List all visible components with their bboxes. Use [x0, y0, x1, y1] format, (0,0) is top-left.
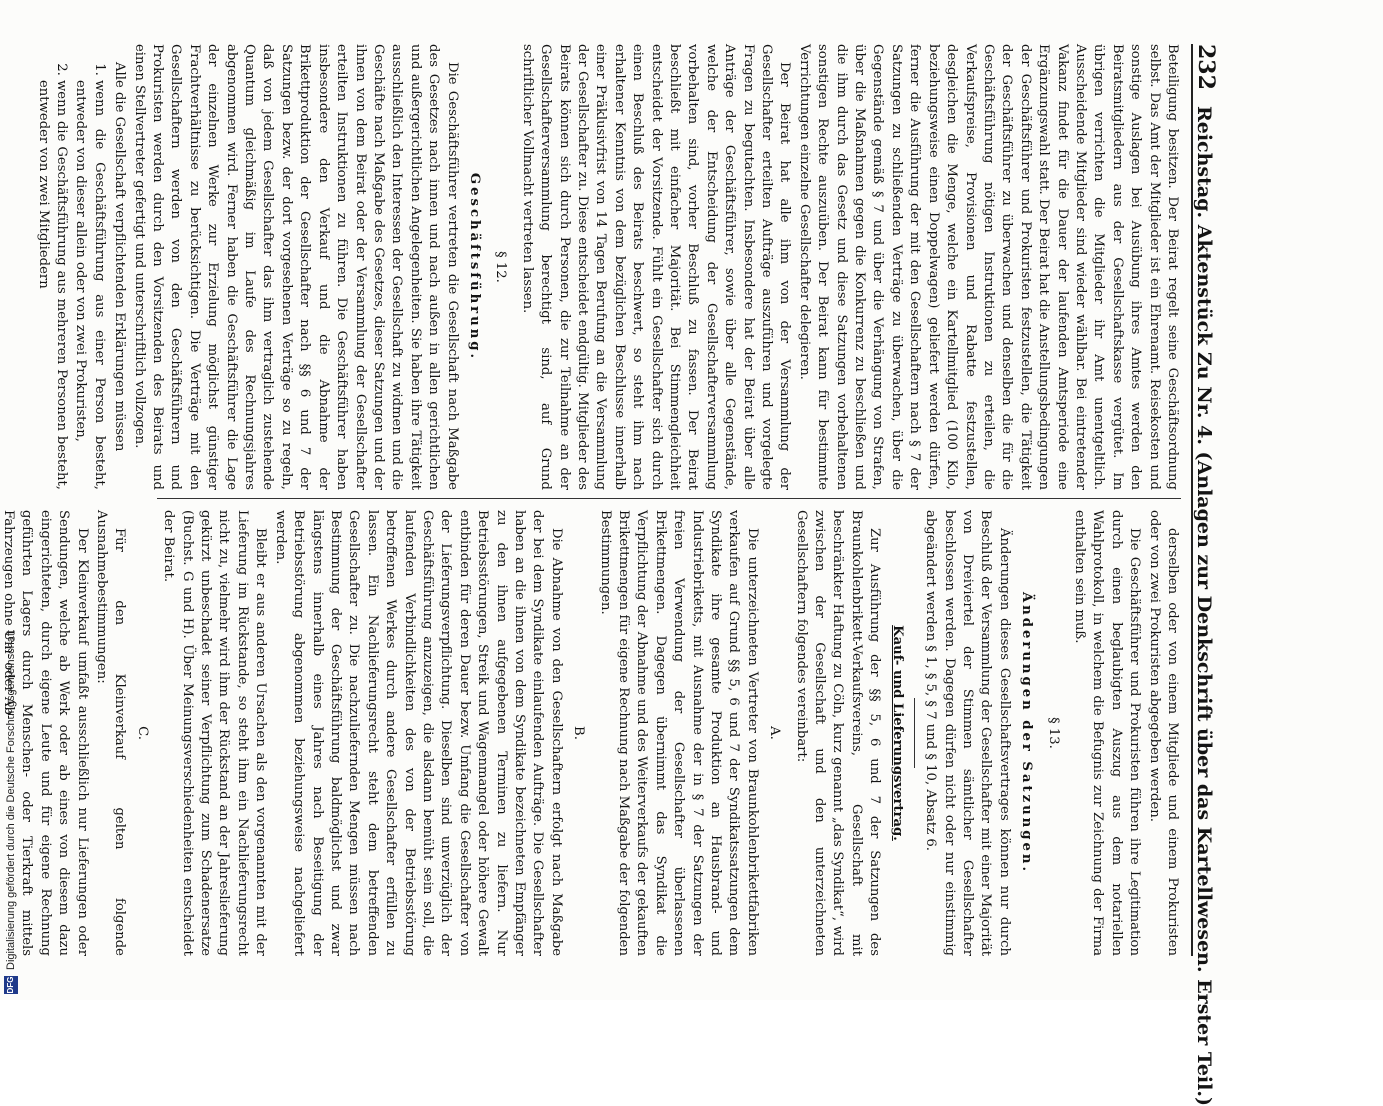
list-item: 2. wenn die Geschäftsführung aus mehreren Personen besteht, entweder von zwei Mitgliedern	[33, 80, 70, 490]
section-title: Änderungen der Satzungen.	[1018, 591, 1034, 875]
part-label: B.	[570, 726, 586, 740]
footer-text: Digitalisierung gefördert durch die Deutsche Forschungsgemeinschaft	[5, 630, 17, 970]
section-title: Geschäftsführung.	[466, 172, 482, 362]
list	[33, 80, 108, 490]
page-title: Reichstag. Aktenstück Zu Nr. 4. (Anlagen zur Denkschrift über das Kartellwesen. Erster Teil.)	[1192, 105, 1215, 1106]
paragraph: Alle die Gesellschaft verpflichtenden Erklärungen müssen	[111, 62, 127, 452]
paragraph: Die Geschäftsführer und Prokuristen führen ihre Legitimation durch einen beglaubigten Auszug aus dem notariellen Wahlprotokoll, in welchem die Befugnis zur Zeichnung der Firma enthalten sein muß.	[1071, 510, 1142, 956]
paragraph: Der Kleinverkauf umfaßt ausschließlich nur Lieferungen oder Sendungen, welche ab Werk oder ab eines von diesem dazu eingerichteten, durch eigene Leute und für eigene Rechnung geführten Lagers durch Menschen- oder Tierkraft mittels Fahrzeugen ohne Um- oder Ab-	[0, 510, 90, 956]
paragraph: Zur Ausführung der §§ 5, 6 und 7 der Satzungen des Braunkohlenbrikett-Verkaufsvereins, Gesellschaft mit beschränkter Haftung zu Cöln, kurz genannt „das Syndikat“, wird zwischen der Gesellschaft und den unterzeichneten Gesellschaftern folgendes vereinbart:	[793, 510, 882, 956]
paragraph: Die unterzeichneten Vertreter von Braunkohlenbrikettfabriken verkaufen auf Grund §§ 5, 6 und 7 der Syndikatssatzungen dem Syndikate ihre gesamte Produktion an Hausbrand- und Industriebriketts, mit Ausnahme der in § 7 der Satzungen der freien Verwendung der Gesellschafter überlassenen Brikettmengen. Dagegen übernimmt das Syndikat die Verpflichtung der Abnahme und des Weiterverkaufs der gekauften Brikettmengen für eigene Rechnung nach Maßgabe der folgenden Bestimmungen.	[597, 510, 760, 956]
contract-title: Kauf- und Lieferungsvertrag.	[889, 625, 905, 841]
paragraph: Die Abnahme von den Gesellschaftern erfolgt nach Maßgabe der bei dem Syndikate einlaufenden Aufträge. Die Gesellschafter haben an die ihnen von dem Syndikate bezeichneten Empfänger zu den ihnen aufgegebenen Terminen zu liefern. Nur Betriebsstörungen, Streik und Wagenmangel oder höhere Gewalt entbinden für deren Dauer bezw. Umfang die Gesellschafter von der Lieferungsverpflichtung. Dieselben sind unverzüglich der Geschäftsführung anzuzeigen, die alsdann bemüht sein soll, die laufenden Verbindlichkeiten des von der Betriebsstörung betroffenen Werkes durch andere Gesellschafter erfüllen zu lassen. Ein Nachlieferungsrecht steht dem betreffenden Gesellschafter zu. Die nachzuliefernden Mengen müssen nach Bestimmung der Geschäftsführung baldmöglichst und zwar längstens innerhalb eines Jahres nach Beseitigung der Betriebsstörung abgenommen beziehungsweise nachgeliefert werden.	[272, 510, 564, 956]
column-divider	[157, 498, 1181, 499]
page-number: 232	[1192, 44, 1219, 90]
paragraph: derselben oder von einem Mitgliede und einem Prokuristen oder von zwei Prokuristen abgegeben werden.	[1146, 510, 1180, 956]
paragraph: Beteiligung besitzen. Der Beirat regelt seine Geschäftsordnung selbst. Das Amt der Mitglieder ist ein Ehrenamt. Reisekosten und sonstige Auslagen bei Ausübung ihres Amtes werden den Beiratsmitgliedern aus der Gesellschaftskasse vergütet. Im übrigen verrichten die Mitglieder ihr Amt unentgeltlich. Ausscheidende Mitglieder sind wieder wählbar. Bei eintretender Vakanz findet für die Dauer der laufenden Amtsperiode eine Ergänzungswahl statt. Der Beirat hat die Anstellungsbedingungen der Geschäftsführer und Prokuristen festzustellen, die Tätigkeit der Geschäftsführer zu überwachen und denselben die für die Geschäftsführung nötigen Instruktionen zu erteilen, die Verkaufspreise, Provisionen und Rabatte festzustellen, desgleichen die Menge, welche ein Kartellmitglied (100 Kilo, beziehungsweise einen Doppelwagen) geliefert werden dürfen, ferner die Ausführung der mit den Gesellschaftern nach § 7 der Satzungen zu schließenden Verträge zu überwachen, über die Gegenstände gemäß § 7 und über die Verhängung von Strafen, über die Maßnahmen gegen die Konkurrenz zu beschließen und die ihm durch das Gesetz und diese Satzungen vorbehaltenen sonstigen Rechte auszuüben. Der Beirat kann für bestimmte Verrichtungen einzelne Gesellschafter delegieren.	[796, 44, 1180, 490]
paragraph: Bleibt er aus anderen Ursachen als den vorgenannten mit der Lieferung im Rückstande, so steht ihm ein Nachlieferungsrecht nicht zu, vielmehr wird ihm der Rückstand an der Jahreslieferung gekürzt unbeschadet seiner Verpflichtung zum Schadenersatze (Buchst. G und H). Über Meinungsverschiedenheiten entscheidet der Beirat.	[160, 510, 268, 956]
paragraph: Der Beirat hat alle ihm von der Versammlung der Gesellschafter erteilten Aufträge auszuführen und vorgelegte Fragen zu begutachten. Insbesondere hat der Beirat über alle Anträge der Geschäftsführer, sowie über alle Gegenstände, welche der Entscheidung der Gesellschafterversammlung vorbehalten sind, vorher Beschluß zu fassen. Der Beirat beschließt mit einfacher Majorität. Bei Stimmengleichheit entscheidet der Vorsitzende. Fühlt ein Gesellschafter sich durch einen Beschluß des Beirats beschwert, so steht ihm nach erhaltener Kenntnis von dem bezüglichen Beschlusse innerhalb einer Präklusivfrist von 14 Tagen Berufung an die Versammlung der Gesellschafter zu. Diese entscheidet endgültig. Mitglieder des Beirats können sich durch Personen, die zur Teilnahme an der Gesellschafterversammlung berechtigt sind, auf Grund schriftlicher Vollmacht vertreten lassen.	[519, 44, 792, 490]
paragraph: Für den Kleinverkauf gelten folgende Ausnahmebestimmungen:	[93, 510, 127, 956]
left-column	[35, 44, 1181, 490]
list-item: 1. wenn die Geschäftsführung aus einer Person besteht, entweder von dieser allein oder von zwei Prokuristen,	[71, 80, 108, 490]
part-label: C.	[134, 726, 150, 740]
dfg-logo: DFG	[4, 976, 18, 994]
part-label: A.	[766, 726, 782, 740]
paragraph: Änderungen dieses Gesellschaftsvertrages können nur durch Beschluß der Versammlung der Gesellschafter mit einer Majorität von Dreiviertel der Stimmen sämtlicher Gesellschafter beschlossen werden. Dagegen dürfen nicht oder nur einstimmig abgeändert werden § 1, § 5, § 7 und § 10, Absatz 6.	[922, 510, 1012, 956]
section-number: § 13.	[1045, 717, 1061, 749]
section-number: § 12.	[492, 251, 508, 283]
paragraph: Die Geschäftsführer vertreten die Gesellschaft nach Maßgabe des Gesetzes nach innen und nach außen in allen gerichtlichen und außergerichtlichen Angelegenheiten. Sie haben ihre Tätigkeit ausschließlich den Interessen der Gesellschaft zu widmen und die Geschäfte nach Maßgabe des Gesetzes, dieser Satzungen und der ihnen von dem Beirat oder der Versammlung der Gesellschafter erteilten Instruktionen zu führen. Die Geschäftsführer haben insbesondere den Verkauf und die Abnahme der Brikettproduktion der Gesellschafter nach §§ 6 und 7 der Satzungen bezw. der dort vorgesehenen Verträge so zu regeln, daß von jedem Gesellschafter das ihm vertraglich zustehende Quantum gleichmäßig im Laufe des Rechnungsjahres abgenommen wird. Ferner haben die Geschäftsführer die Lage der einzelnen Werke zur Erzielung möglichst günstiger Frachtverhältnisse zu berücksichtigen. Die Verträge mit den Gesellschaftern werden von den Geschäftsführern und Prokuristen werden durch den Vorsitzenden des Beirats und einen Stellvertreter gefertigt und unterschriftlich vollzogen.	[131, 44, 460, 490]
page-header	[1191, 44, 1233, 1106]
footer-credit	[0, 0, 22, 1000]
divider	[913, 698, 914, 768]
